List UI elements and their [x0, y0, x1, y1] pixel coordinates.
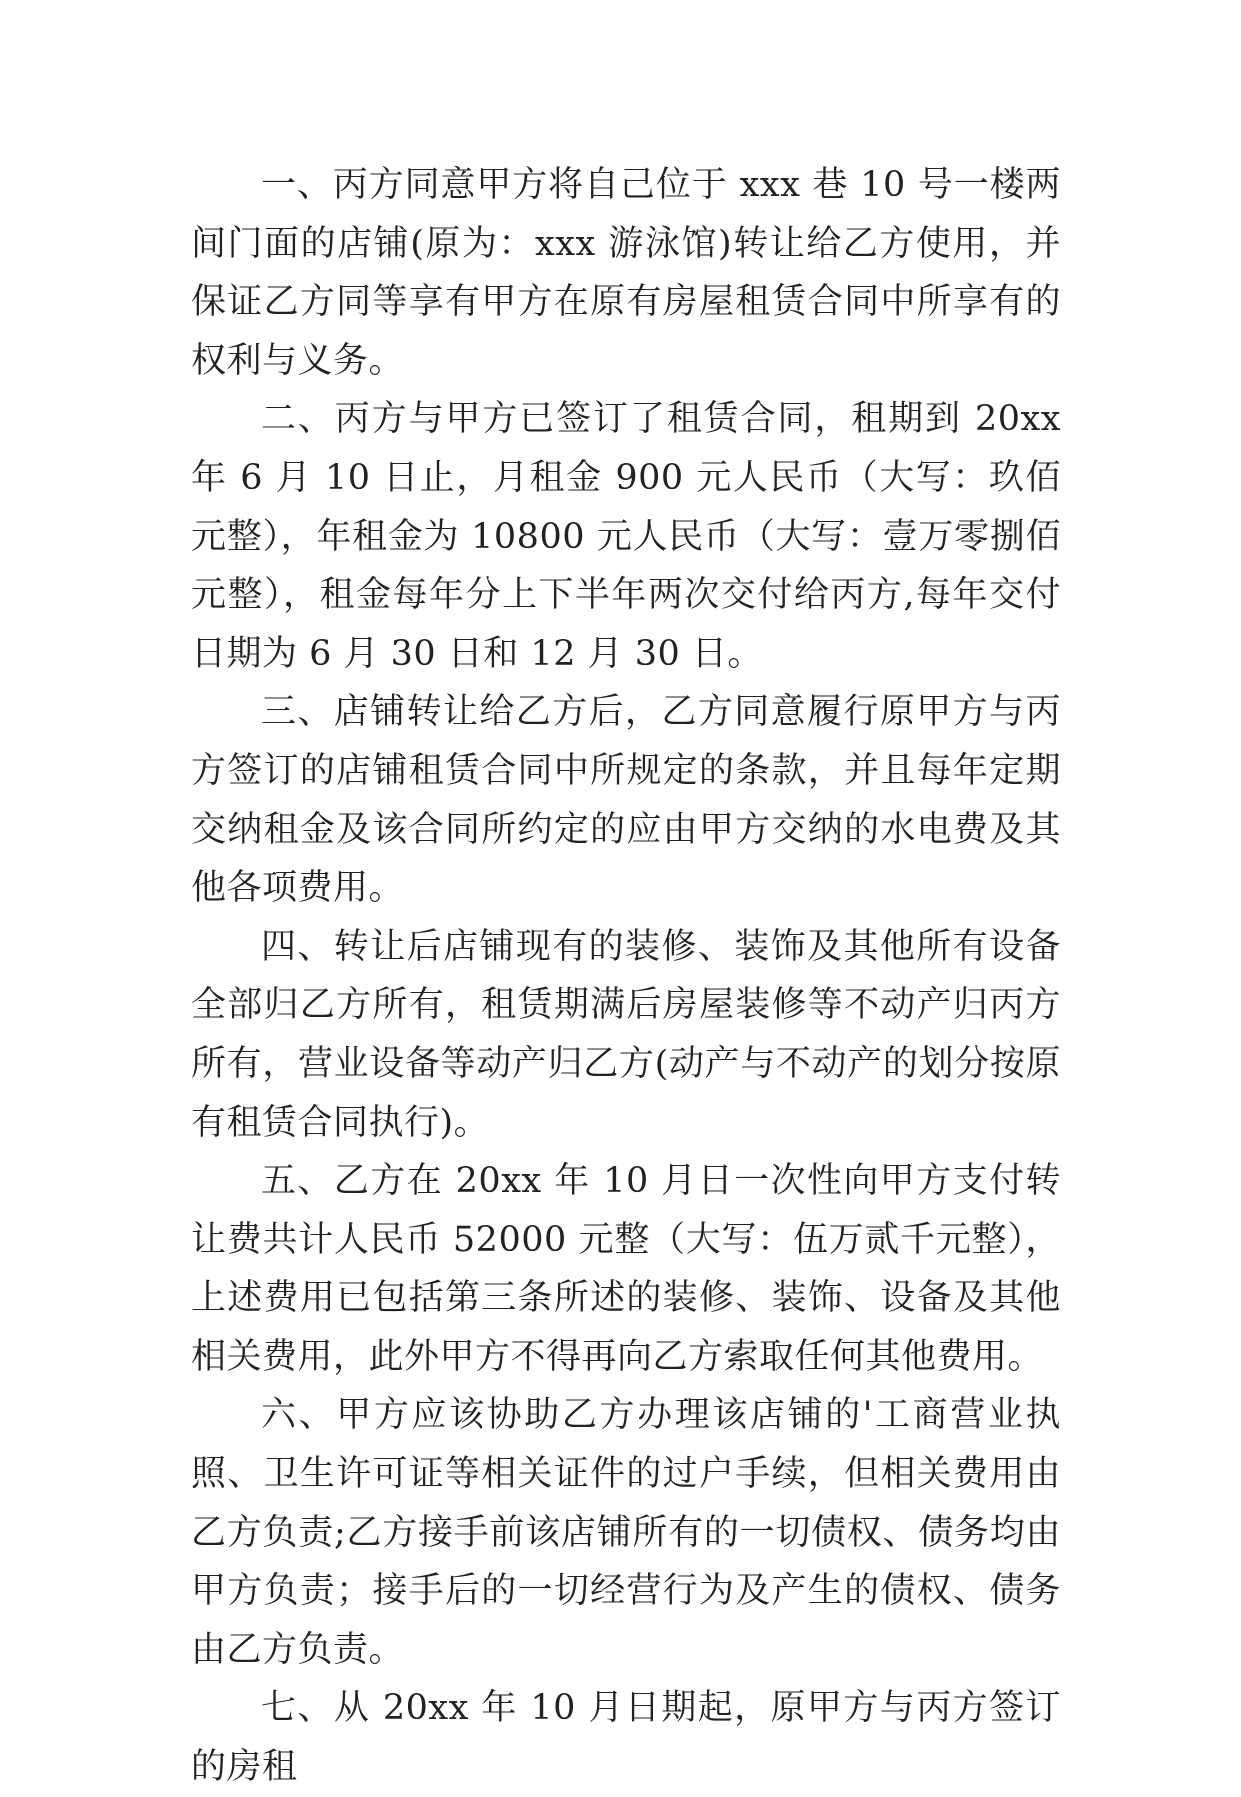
clause-2: 二、丙方与甲方已签订了租赁合同，租期到 20xx 年 6 月 10 日止，月租金 900 元人民币（大写：玖佰元整），年租金为 10800 元人民币（大写：壹万零捌佰元整），租金每年分上下半年两次交付给丙方,每年交付日期为 6 月 30 日和 12 月 30 日。 — [191, 399, 1061, 674]
contract-body — [191, 156, 1061, 1797]
clause-4: 四、转让后店铺现有的装修、装饰及其他所有设备全部归乙方所有，租赁期满后房屋装修等不动产归丙方所有，营业设备等动产归乙方(动产与不动产的划分按原有租赁合同执行)。 — [191, 926, 1061, 1143]
clause-6: 六、甲方应该协助乙方办理该店铺的'工商营业执照、卫生许可证等相关证件的过户手续，但相关费用由乙方负责;乙方接手前该店铺所有的一切债权、债务均由甲方负责；接手后的一切经营行为及产生的债权、债务由乙方负责。 — [191, 1395, 1061, 1670]
clause-1: 一、丙方同意甲方将自己位于 xxx 巷 10 号一楼两间门面的店铺(原为：xxx 游泳馆)转让给乙方使用，并保证乙方同等享有甲方在原有房屋租赁合同中所享有的权利与义务。 — [191, 165, 1061, 381]
clause-3: 三、店铺转让给乙方后，乙方同意履行原甲方与丙方签订的店铺租赁合同中所规定的条款，并且每年定期交纳租金及该合同所约定的应由甲方交纳的水电费及其他各项费用。 — [191, 692, 1061, 909]
clause-5: 五、乙方在 20xx 年 10 月日一次性向甲方支付转让费共计人民币 52000 元整（大写：伍万贰千元整），上述费用已包括第三条所述的装修、装饰、设备及其他相关费用，此外甲方不得再向乙方索取任何其他费用。 — [191, 1161, 1061, 1377]
clause-7: 七、从 20xx 年 10 月日期起，原甲方与丙方签订的房租 — [191, 1688, 1061, 1788]
